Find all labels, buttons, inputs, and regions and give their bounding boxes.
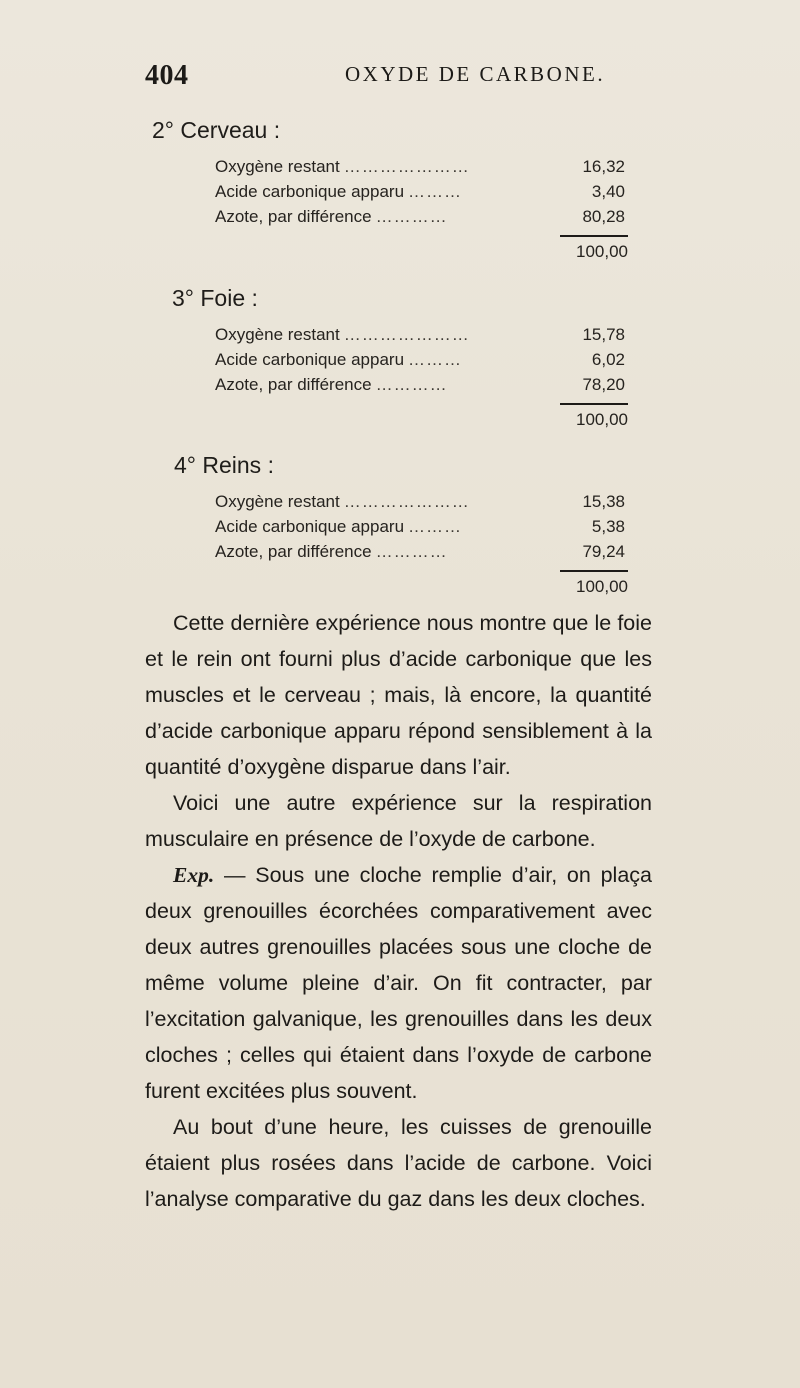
leader-dots: ………………… [343, 492, 470, 511]
analysis-table-foie [215, 325, 625, 400]
leader-dots: ………………… [343, 157, 470, 176]
page-number: 404 [145, 60, 189, 91]
row-label: Acide carbonique apparu [215, 517, 405, 536]
row-value: 6,02 [591, 350, 625, 369]
sum-rule [560, 403, 628, 405]
row-label: Oxygène restant [215, 325, 340, 344]
paragraph: Cette dernière expérience nous montre que le foie et le rein ont fourni plus d’acide carbonique que les muscles et le cerveau ; mais, là encore, la quantité d’acide carbonique apparu répond sensiblement à la quantité d’oxygène disparue dans l’air. [145, 611, 652, 779]
paragraph: Voici une autre expérience sur la respiration musculaire en présence de l’oxyde de carbone. [145, 791, 652, 851]
total-value: 100,00 [576, 410, 628, 429]
sum-rule [560, 570, 628, 572]
running-head: OXYDE DE CARBONE. [345, 62, 606, 86]
leader-dots: ………… [375, 542, 448, 561]
page-header [145, 60, 625, 100]
row-label: Azote, par différence [215, 375, 372, 394]
leader-dots: ………… [375, 375, 448, 394]
analysis-table-reins [215, 492, 625, 567]
row-label: Oxygène restant [215, 157, 340, 176]
total-value: 100,00 [576, 577, 628, 596]
analysis-table-cerveau [215, 157, 625, 232]
leader-dots: ……… [408, 350, 463, 369]
table-row [215, 157, 625, 182]
row-label: Acide carbonique apparu [215, 350, 405, 369]
section-title-foie: 3° Foie : [172, 285, 258, 311]
leader-dots: ………… [375, 207, 448, 226]
leader-dots: ……… [408, 182, 463, 201]
leader-dots: ……… [408, 517, 463, 536]
leader-dots: ………………… [343, 325, 470, 344]
row-value: 79,24 [582, 542, 625, 561]
table-row [215, 492, 625, 517]
row-label: Oxygène restant [215, 492, 340, 511]
table-row [215, 517, 625, 542]
paragraph: Au bout d’une heure, les cuisses de grenouille étaient plus rosées dans l’acide de carbone. Voici l’analyse comparative du gaz dans les deux cloches. [145, 1115, 652, 1211]
total-value: 100,00 [576, 242, 628, 261]
table-row [215, 375, 625, 400]
row-value: 5,38 [591, 517, 625, 536]
body-text [145, 605, 652, 1217]
row-value: 16,32 [582, 157, 625, 176]
row-label: Azote, par différence [215, 207, 372, 226]
row-label: Acide carbonique apparu [215, 182, 405, 201]
table-row [215, 350, 625, 375]
table-row [215, 325, 625, 350]
row-value: 15,78 [582, 325, 625, 344]
row-value: 80,28 [582, 207, 625, 226]
paragraph-text: — Sous une cloche remplie d’air, on plaça deux grenouilles écorchées comparativement avec deux autres grenouilles placées sous une cloche de même volume pleine d’air. On fit contracter, par l’excitation galvanique, les grenouilles dans les deux cloches ; celles qui étaient dans l’oxyde de carbone furent excitées plus souvent. [145, 863, 652, 1103]
row-value: 15,38 [582, 492, 625, 511]
row-value: 78,20 [582, 375, 625, 394]
experiment-label: Exp. [173, 863, 215, 887]
row-label: Azote, par différence [215, 542, 372, 561]
row-value: 3,40 [591, 182, 625, 201]
paragraph [145, 857, 652, 1109]
table-row [215, 182, 625, 207]
sum-rule [560, 235, 628, 237]
section-title-reins: 4° Reins : [174, 452, 274, 478]
table-row [215, 207, 625, 232]
section-title-cerveau: 2° Cerveau : [152, 117, 281, 143]
table-row [215, 542, 625, 567]
